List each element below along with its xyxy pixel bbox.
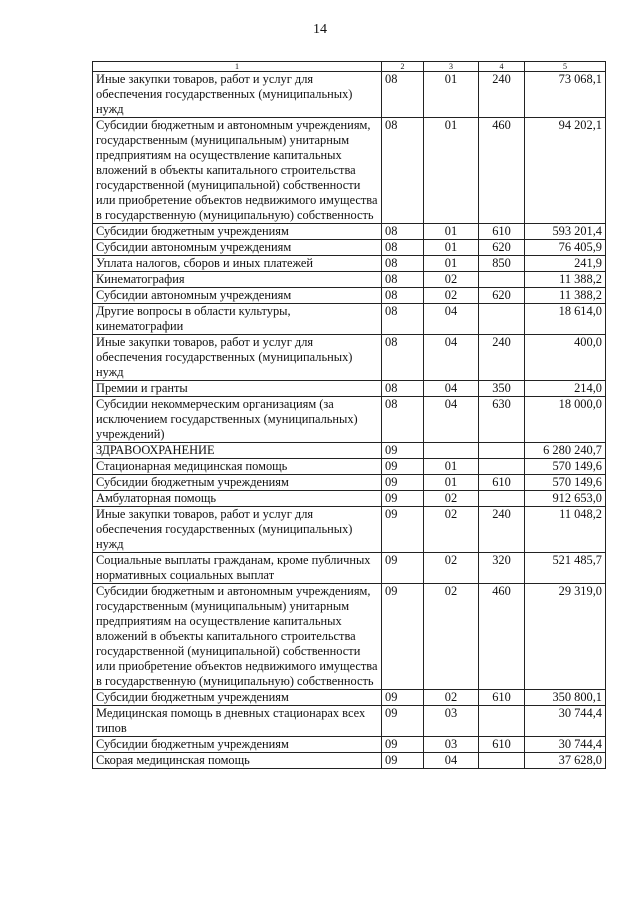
subsection-code-cell: 04 [424,381,479,397]
table-row [93,381,606,397]
amount-cell: 400,0 [525,335,606,381]
subsection-code-cell: 02 [424,584,479,690]
expense-type-cell: 610 [479,690,525,706]
expense-type-cell: 610 [479,475,525,491]
expense-type-cell: 630 [479,397,525,443]
amount-cell: 593 201,4 [525,224,606,240]
section-code-cell: 08 [382,224,424,240]
table-row [93,335,606,381]
expense-type-cell: 620 [479,288,525,304]
amount-cell: 214,0 [525,381,606,397]
table-row [93,737,606,753]
column-number: 1 [93,62,382,72]
section-code-cell: 09 [382,443,424,459]
column-number: 3 [424,62,479,72]
amount-cell: 30 744,4 [525,706,606,737]
item-name-cell: Субсидии бюджетным и автономным учреждениям, государственным (муниципальным) унитарным предприятиям на осуществление капитальных вложений в объекты капитального строительства государственной (муниципальной) собственности или приобретение объектов недвижимого имущества в государственную (муниципальную) собственность [93,584,382,690]
item-name-cell: Субсидии бюджетным учреждениям [93,737,382,753]
table-row [93,224,606,240]
table-row [93,118,606,224]
section-code-cell: 08 [382,256,424,272]
table-row [93,304,606,335]
table-row [93,753,606,769]
item-name-cell: Субсидии автономным учреждениям [93,288,382,304]
expense-type-cell: 320 [479,553,525,584]
amount-cell: 94 202,1 [525,118,606,224]
expense-type-cell [479,304,525,335]
item-name-cell: Премии и гранты [93,381,382,397]
section-code-cell: 09 [382,706,424,737]
table-row [93,475,606,491]
amount-cell: 11 388,2 [525,272,606,288]
amount-cell: 76 405,9 [525,240,606,256]
subsection-code-cell: 01 [424,118,479,224]
page-number: 14 [313,22,327,37]
table-row [93,288,606,304]
expense-type-cell: 620 [479,240,525,256]
table-row [93,459,606,475]
expense-type-cell [479,753,525,769]
expense-type-cell: 460 [479,118,525,224]
section-code-cell: 08 [382,381,424,397]
amount-cell: 30 744,4 [525,737,606,753]
table-row [93,443,606,459]
subsection-code-cell: 02 [424,507,479,553]
column-number: 4 [479,62,525,72]
table-row [93,690,606,706]
section-code-cell: 08 [382,240,424,256]
item-name-cell: Кинематография [93,272,382,288]
column-number: 2 [382,62,424,72]
expense-type-cell: 610 [479,224,525,240]
expense-type-cell [479,706,525,737]
section-code-cell: 08 [382,72,424,118]
subsection-code-cell: 03 [424,737,479,753]
amount-cell: 73 068,1 [525,72,606,118]
item-name-cell: Социальные выплаты гражданам, кроме публичных нормативных социальных выплат [93,553,382,584]
expense-type-cell [479,443,525,459]
table-row [93,706,606,737]
amount-cell: 37 628,0 [525,753,606,769]
section-code-cell: 09 [382,475,424,491]
subsection-code-cell: 04 [424,753,479,769]
amount-cell: 29 319,0 [525,584,606,690]
amount-cell: 241,9 [525,256,606,272]
amount-cell: 521 485,7 [525,553,606,584]
subsection-code-cell: 01 [424,224,479,240]
expense-type-cell: 850 [479,256,525,272]
amount-cell: 350 800,1 [525,690,606,706]
subsection-code-cell: 04 [424,304,479,335]
amount-cell: 570 149,6 [525,459,606,475]
subsection-code-cell: 02 [424,553,479,584]
expense-type-cell [479,272,525,288]
expense-type-cell: 240 [479,507,525,553]
section-code-cell: 09 [382,737,424,753]
section-code-cell: 08 [382,288,424,304]
expense-type-cell: 240 [479,335,525,381]
subsection-code-cell: 01 [424,72,479,118]
expense-type-cell [479,491,525,507]
column-number: 5 [525,62,606,72]
amount-cell: 6 280 240,7 [525,443,606,459]
table-row [93,507,606,553]
amount-cell: 11 048,2 [525,507,606,553]
item-name-cell: Иные закупки товаров, работ и услуг для обеспечения государственных (муниципальных) нужд [93,507,382,553]
expense-type-cell: 240 [479,72,525,118]
section-code-cell: 08 [382,397,424,443]
item-name-cell: Амбулаторная помощь [93,491,382,507]
amount-cell: 912 653,0 [525,491,606,507]
item-name-cell: Иные закупки товаров, работ и услуг для обеспечения государственных (муниципальных) нужд [93,72,382,118]
item-name-cell: Скорая медицинская помощь [93,753,382,769]
subsection-code-cell: 04 [424,397,479,443]
subsection-code-cell: 01 [424,459,479,475]
table-row [93,240,606,256]
amount-cell: 11 388,2 [525,288,606,304]
expense-type-cell: 610 [479,737,525,753]
item-name-cell: Субсидии бюджетным учреждениям [93,690,382,706]
subsection-code-cell: 02 [424,272,479,288]
item-name-cell: Другие вопросы в области культуры, кинематографии [93,304,382,335]
item-name-cell: Уплата налогов, сборов и иных платежей [93,256,382,272]
subsection-code-cell: 02 [424,690,479,706]
section-code-cell: 09 [382,690,424,706]
amount-cell: 18 614,0 [525,304,606,335]
amount-cell: 570 149,6 [525,475,606,491]
expense-type-cell [479,459,525,475]
table-row [93,272,606,288]
subsection-code-cell: 01 [424,475,479,491]
table-row [93,584,606,690]
table-row [93,256,606,272]
section-code-cell: 09 [382,459,424,475]
budget-table [92,61,606,769]
item-name-cell: Медицинская помощь в дневных стационарах всех типов [93,706,382,737]
subsection-code-cell: 02 [424,288,479,304]
item-name-cell: Субсидии бюджетным учреждениям [93,475,382,491]
item-name-cell: Субсидии бюджетным учреждениям [93,224,382,240]
amount-cell: 18 000,0 [525,397,606,443]
section-code-cell: 09 [382,584,424,690]
section-code-cell: 08 [382,118,424,224]
section-code-cell: 08 [382,335,424,381]
subsection-code-cell: 03 [424,706,479,737]
subsection-code-cell: 02 [424,491,479,507]
item-name-cell: Иные закупки товаров, работ и услуг для обеспечения государственных (муниципальных) нужд [93,335,382,381]
expense-type-cell: 460 [479,584,525,690]
section-code-cell: 08 [382,304,424,335]
table-row [93,397,606,443]
section-code-cell: 09 [382,753,424,769]
subsection-code-cell [424,443,479,459]
item-name-cell: Стационарная медицинская помощь [93,459,382,475]
subsection-code-cell: 01 [424,240,479,256]
table-row [93,72,606,118]
table-row [93,491,606,507]
item-name-cell: Субсидии автономным учреждениям [93,240,382,256]
item-name-cell: Субсидии бюджетным и автономным учреждениям, государственным (муниципальным) унитарным предприятиям на осуществление капитальных вложений в объекты капитального строительства государственной (муниципальной) собственности или приобретение объектов недвижимого имущества в государственную (муниципальную) собственность [93,118,382,224]
subsection-code-cell: 01 [424,256,479,272]
column-number-row [93,62,606,72]
section-code-cell: 09 [382,553,424,584]
expense-type-cell: 350 [479,381,525,397]
section-code-cell: 08 [382,272,424,288]
subsection-code-cell: 04 [424,335,479,381]
item-name-cell: Субсидии некоммерческим организациям (за исключением государственных (муниципальных) учреждений) [93,397,382,443]
table-row [93,553,606,584]
section-code-cell: 09 [382,491,424,507]
section-code-cell: 09 [382,507,424,553]
item-name-cell: ЗДРАВООХРАНЕНИЕ [93,443,382,459]
